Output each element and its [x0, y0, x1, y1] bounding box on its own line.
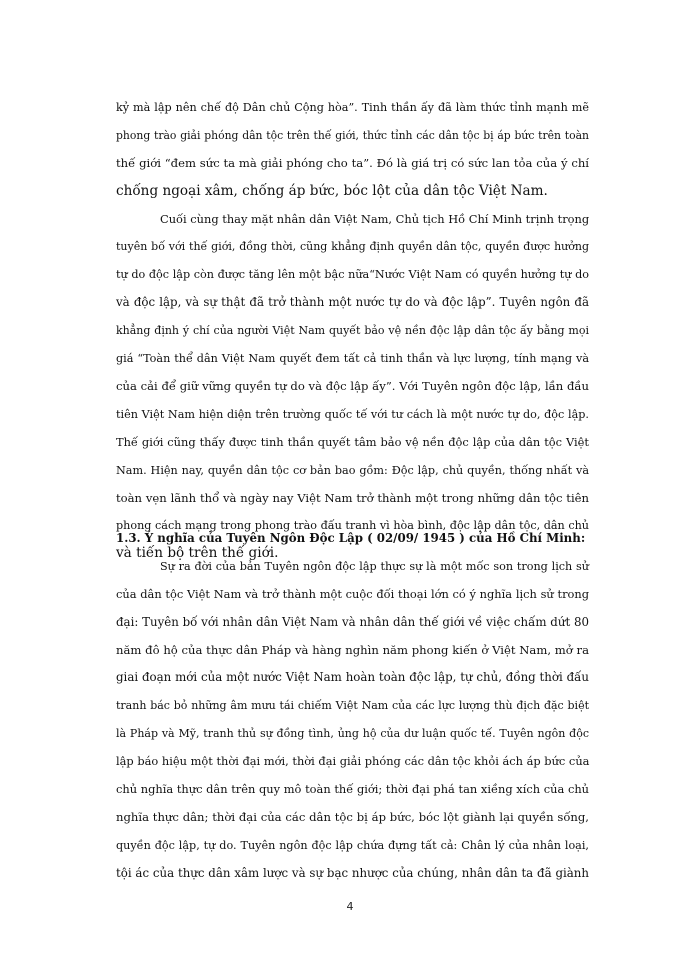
text-line: tội ác của thực dân xâm lược và sự bạc nhược của chúng, nhân dân ta đã giành — [116, 865, 589, 880]
text-line: kỷ mà lập nên chế độ Dân chủ Cộng hòa”. Tinh thần ấy đã làm thức tỉnh mạnh mẽ — [116, 101, 589, 114]
text-line: chủ nghĩa thực dân trên quy mô toàn thế giới; thời đại phá tan xiềng xích của chủ — [116, 782, 589, 797]
text-line: Cuối cùng thay mặt nhân dân Việt Nam, Chủ tịch Hồ Chí Minh trịnh trọng — [160, 211, 590, 226]
text-line: tuyên bố với thế giới, đồng thời, cũng khẳng định quyền dân tộc, quyền được hưởng — [116, 240, 589, 254]
text-line: Thế giới cũng thấy được tinh thần quyết tâm bảo vệ nền độc lập của dân tộc Việt — [116, 434, 589, 449]
text-line: khẳng định ý chí của người Việt Nam quyết bảo vệ nền độc lập dân tộc ấy bằng mọi — [116, 324, 589, 338]
text-line: và tiến bộ trên thế giới. — [116, 545, 279, 562]
text-line: nghĩa thực dân; thời đại của các dân tộc bị áp bức, bóc lột giành lại quyền sống, — [116, 809, 589, 824]
page-number: 4 — [346, 900, 354, 913]
text-line: chống ngoại xâm, chống áp bức, bóc lột của dân tộc Việt Nam. — [116, 182, 548, 199]
text-line: đại: Tuyên bố với nhân dân Việt Nam và nhân dân thế giới về việc chấm dứt 80 — [116, 614, 589, 629]
text-line: giá “Toàn thể dân Việt Nam quyết đem tất cả tinh thần và lực lượng, tính mạng và — [116, 352, 589, 366]
text-line: là Pháp và Mỹ, tranh thủ sự đồng tình, ủng hộ của dư luận quốc tế. Tuyên ngôn độc — [116, 727, 589, 741]
paragraph-declaration — [116, 206, 589, 569]
text-line: tiên Việt Nam hiện diện trên trường quốc tế với tư cách là một nước tự do, độc lập. — [116, 407, 589, 421]
paragraph-continuation — [116, 94, 589, 206]
text-line: Nam. Hiện nay, quyền dân tộc cơ bản bao gồm: Độc lập, chủ quyền, thống nhất và — [116, 463, 589, 477]
text-line: tranh bác bỏ những âm mưu tái chiếm Việt Nam của các lực lượng thù địch đặc biệt — [116, 699, 589, 713]
text-line: tự do độc lập còn được tăng lên một bậc nữa“Nước Việt Nam có quyền hưởng tự do — [116, 268, 589, 282]
paragraph-significance — [116, 553, 589, 888]
section-title: 1.3. Ý nghĩa của Tuyên Ngôn Độc Lập ( 02/09/ 1945 ) của Hồ Chí Minh: — [116, 531, 586, 545]
text-line: giai đoạn mới của một nước Việt Nam hoàn toàn độc lập, tự chủ, đồng thời đấu — [116, 670, 589, 685]
text-line: năm đô hộ của thực dân Pháp và hàng nghìn năm phong kiến ở Việt Nam, mở ra — [116, 642, 589, 657]
text-line: của cải để giữ vững quyền tự do và độc lập ấy”. Với Tuyên ngôn độc lập, lần đầu — [116, 378, 589, 393]
text-line: lập báo hiệu một thời đại mới, thời đại giải phóng các dân tộc khỏi ách áp bức của — [116, 754, 590, 769]
text-line: toàn vẹn lãnh thổ và ngày nay Việt Nam trở thành một trong những dân tộc tiên — [116, 490, 589, 505]
text-line: Sự ra đời của bản Tuyên ngôn độc lập thực sự là một mốc son trong lịch sử — [160, 559, 589, 573]
text-line: phong cách mạng trong phong trào đấu tranh vì hòa bình, độc lập dân tộc, dân chủ — [116, 519, 589, 533]
text-line: của dân tộc Việt Nam và trở thành một cuộc đối thoại lớn có ý nghĩa lịch sử trong — [116, 586, 589, 601]
text-line: thế giới “đem sức ta mà giải phóng cho ta”. Đó là giá trị có sức lan tỏa của ý chí — [116, 155, 589, 170]
text-line: phong trào giải phóng dân tộc trên thế giới, thức tỉnh các dân tộc bị áp bức trên toàn — [116, 128, 589, 142]
text-line: quyền độc lập, tự do. Tuyên ngôn độc lập chứa đựng tất cả: Chân lý của nhân loại, — [116, 838, 589, 852]
section-heading — [116, 525, 589, 553]
text-line: và độc lập, và sự thật đã trở thành một nước tự do và độc lập”. Tuyên ngôn đã — [116, 295, 589, 310]
